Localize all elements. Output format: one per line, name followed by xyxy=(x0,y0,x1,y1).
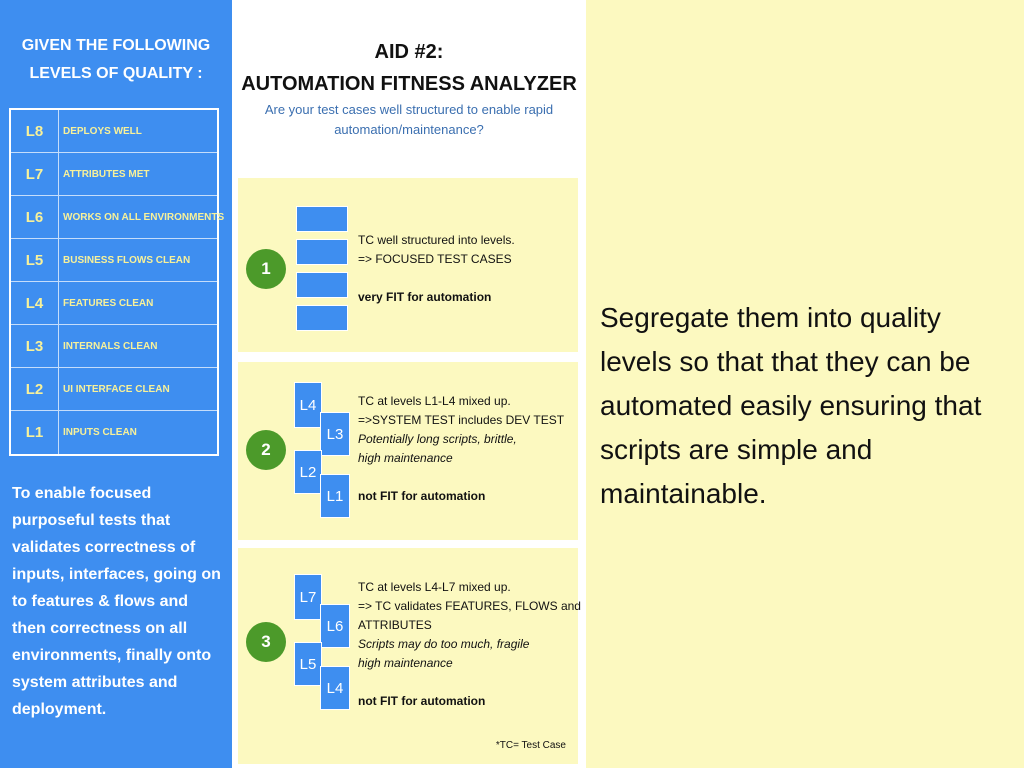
level-block xyxy=(296,206,348,232)
panel-number-badge: 2 xyxy=(246,430,286,470)
level-block xyxy=(296,305,348,331)
analyzer-title-line2: AUTOMATION FITNESS ANALYZER xyxy=(241,73,577,95)
level-code: L3 xyxy=(11,325,59,367)
panel-note: Potentially long scripts, brittle, xyxy=(358,432,517,446)
panel-note: high maintenance xyxy=(358,656,453,670)
analyzer-title xyxy=(232,36,586,100)
level-desc: ATTRIBUTES MET xyxy=(63,168,150,180)
left-sidebar xyxy=(0,0,232,768)
analyzer-title-line1: AID #2: xyxy=(374,41,444,63)
panel-number-badge: 3 xyxy=(246,622,286,662)
level-row xyxy=(11,411,217,454)
level-block: L6 xyxy=(320,604,350,648)
level-row xyxy=(11,282,217,325)
panel-line: => FOCUSED TEST CASES xyxy=(358,252,512,266)
level-block: L7 xyxy=(294,574,322,620)
panel-verdict: very FIT for automation xyxy=(358,290,492,304)
fitness-panel-3 xyxy=(238,548,581,764)
level-code: L6 xyxy=(11,196,59,238)
panel-description xyxy=(358,578,581,711)
panel-number-badge: 1 xyxy=(246,249,286,289)
summary-text: Segregate them into quality levels so that that they can be automated easily ensuring that scripts are simple and maintainable. xyxy=(600,302,982,509)
level-row xyxy=(11,239,217,282)
level-desc: WORKS ON ALL ENVIRONMENTS xyxy=(63,211,225,223)
panel-line: TC well structured into levels. xyxy=(358,233,515,247)
level-desc: UI INTERFACE CLEAN xyxy=(63,383,170,395)
level-block xyxy=(296,239,348,265)
level-block: L2 xyxy=(294,450,322,494)
panel-line: ATTRIBUTES xyxy=(358,618,432,632)
level-block xyxy=(296,272,348,298)
panel-description xyxy=(358,231,515,307)
purpose-paragraph: To enable focused purposeful tests that validates correctness of inputs, interfaces, going on to features & flows and then correctness on all environments, finally onto system attributes and deployment. xyxy=(12,485,221,718)
analyzer-column xyxy=(232,0,586,768)
level-row xyxy=(11,325,217,368)
level-row xyxy=(11,110,217,153)
level-block: L5 xyxy=(294,642,322,686)
level-block: L4 xyxy=(320,666,350,710)
panel-line: TC at levels L1-L4 mixed up. xyxy=(358,394,511,408)
level-row xyxy=(11,196,225,239)
footnote: *TC= Test Case xyxy=(495,740,566,751)
analyzer-subtitle: Are your test cases well structured to enable rapid automation/maintenance? xyxy=(264,102,554,137)
levels-table xyxy=(9,108,225,456)
level-row xyxy=(11,153,217,196)
level-desc: INPUTS CLEAN xyxy=(63,427,137,438)
level-desc: DEPLOYS WELL xyxy=(63,125,142,137)
level-code: L2 xyxy=(11,368,59,410)
level-code: L4 xyxy=(11,282,59,324)
levels-heading-line1: GIVEN THE FOLLOWING xyxy=(21,37,211,54)
fitness-panel-1 xyxy=(238,178,578,352)
fitness-panel-2 xyxy=(238,362,578,540)
level-desc: INTERNALS CLEAN xyxy=(63,340,158,352)
level-desc: BUSINESS FLOWS CLEAN xyxy=(63,254,191,266)
panel-verdict: not FIT for automation xyxy=(358,694,486,708)
panel-note: Scripts may do too much, fragile xyxy=(358,637,530,651)
panel-note: high maintenance xyxy=(358,451,453,465)
level-code: L7 xyxy=(11,153,59,195)
level-block: L1 xyxy=(320,474,350,518)
panel-description xyxy=(358,392,564,506)
panel-verdict: not FIT for automation xyxy=(358,489,486,503)
level-block: L3 xyxy=(320,412,350,456)
panel-line: =>SYSTEM TEST includes DEV TEST xyxy=(358,413,565,427)
level-code: L1 xyxy=(11,411,59,454)
panel-line: TC at levels L4-L7 mixed up. xyxy=(358,580,511,594)
levels-heading xyxy=(0,32,232,88)
level-row xyxy=(11,368,217,411)
level-desc: FEATURES CLEAN xyxy=(63,297,154,309)
levels-heading-line2: LEVELS OF QUALITY : xyxy=(29,65,203,82)
level-code: L5 xyxy=(11,239,59,281)
level-block: L4 xyxy=(294,382,322,428)
level-code: L8 xyxy=(11,110,59,152)
panel-line: => TC validates FEATURES, FLOWS and xyxy=(358,599,581,613)
